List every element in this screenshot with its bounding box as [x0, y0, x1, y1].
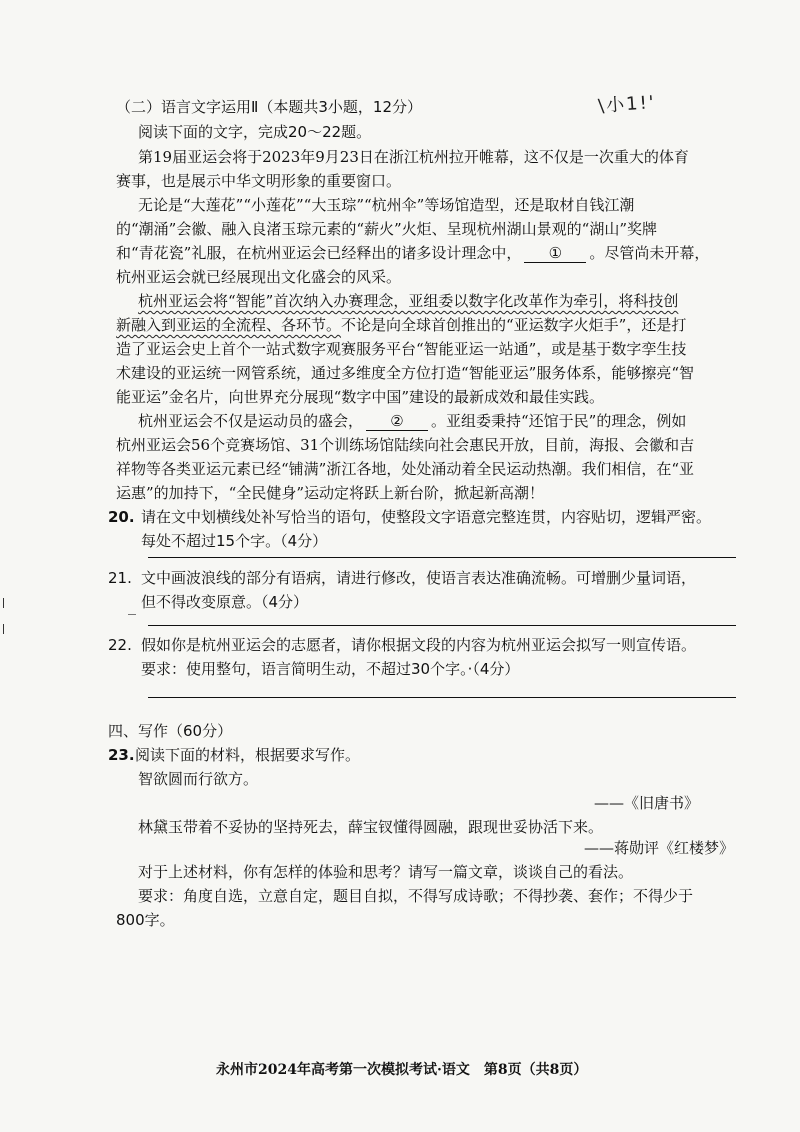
passage-p4-line4: 运惠”的加持下，“全民健身”运动定将跃上新台阶，掀起新高潮！ — [116, 484, 545, 502]
passage-p2-line2: 的“潮涌”会徽、融入良渚玉琮元素的“薪火”火炬、呈现杭州湖山景观的“湖山”奖牌 — [116, 220, 658, 238]
margin-tick-2 — [3, 624, 4, 634]
passage-p3-line2-end: 不论是向全球首创推出的“亚运数字火炬手”，还是打 — [341, 316, 687, 334]
q23-quote-1: 智欲圆而行欲方。 — [138, 770, 259, 788]
passage-p2-line3-end: 。尽管尚未开幕， — [589, 244, 710, 262]
passage-p3-line2 — [116, 314, 686, 336]
passage-p3-line4: 术建设的亚运统一网管系统，通过多维度全方位打造“智能亚运”服务体系，能够擦亮“智 — [116, 364, 695, 382]
section-4-heading: 四、写作（60分） — [108, 722, 233, 740]
wavy-underlined-text-2: 新融入到亚运的全流程、各环节。 — [116, 316, 342, 334]
passage-p4-line1-start: 杭州亚运会不仅是运动员的盛会， — [138, 412, 364, 430]
q22-text-line1: 假如你是杭州亚运会的志愿者，请你根据文段的内容为杭州亚运会拟写一则宣传语。 — [141, 636, 697, 654]
q23-source-2: ——蒋勋评《红楼梦》 — [584, 839, 735, 857]
q21-answer-line[interactable] — [148, 625, 736, 626]
q20-answer-line[interactable] — [148, 557, 736, 558]
margin-tick-1 — [3, 598, 4, 608]
margin-dash — [128, 614, 136, 615]
section-2-instruction: 阅读下面的文字，完成20～22题。 — [138, 123, 372, 141]
handwritten-mark: \小1!' — [597, 92, 657, 117]
q23-requirement-line2: 800字。 — [116, 911, 175, 929]
passage-p4-line1 — [138, 410, 686, 432]
q20-text-line1: 请在文中划横线处补写恰当的语句，使整段文字语意完整连贯，内容贴切，逻辑严密。 — [141, 508, 712, 526]
section-2-heading: （二）语言文字运用Ⅱ（本题共3小题，12分） — [116, 98, 423, 116]
q21-text-line1: 文中画波浪线的部分有语病，请进行修改，使语言表达准确流畅。可增删少量词语， — [141, 569, 697, 587]
wavy-underlined-text-1: 杭州亚运会将“智能”首次纳入办赛理念，亚组委以数字化改革作为牵引，将科技创 — [138, 292, 679, 310]
page-footer: 永州市2024年高考第一次模拟考试·语文 第8页（共8页） — [216, 1062, 588, 1078]
q23-source-1: ——《旧唐书》 — [594, 794, 700, 812]
q23-prompt: 对于上述材料，你有怎样的体验和思考？请写一篇文章，谈谈自己的看法。 — [138, 863, 634, 881]
fill-blank-2: ② — [366, 412, 428, 431]
passage-p3-line1 — [138, 290, 678, 312]
passage-p4-line2: 杭州亚运会56个竞赛场馆、31个训练场馆陆续向社会惠民开放，目前，海报、会徽和吉 — [116, 436, 695, 454]
passage-p4-line1-end: 。亚组委秉持“还馆于民”的理念，例如 — [431, 412, 687, 430]
q20-number: 20. — [108, 508, 135, 526]
passage-p4-line3: 祥物等各类亚运元素已经“铺满”浙江各地，处处涌动着全民运动热潮。我们相信，在“亚 — [116, 460, 695, 478]
q20-text-line2: 每处不超过15个字。（4分） — [141, 532, 328, 550]
q22-answer-line[interactable] — [148, 697, 736, 698]
q22-text-line2: 要求：使用整句，语言简明生动，不超过30个字。·（4分） — [141, 660, 520, 678]
q21-number: 21. — [108, 569, 132, 587]
passage-p2-line1: 无论是“大莲花”“小莲花”“大玉琮”“杭州伞”等场馆造型，还是取材自钱江潮 — [138, 196, 635, 214]
passage-p3-line5: 能亚运”金名片，向世界充分展现“数字中国”建设的最新成效和最佳实践。 — [116, 388, 605, 406]
q23-instruction: 阅读下面的材料，根据要求写作。 — [135, 746, 361, 764]
passage-p2-line4: 杭州亚运会就已经展现出文化盛会的风采。 — [116, 268, 402, 286]
passage-p3-line3: 造了亚运会史上首个一站式数字观赛服务平台“智能亚运一站通”，或是基于数字孪生技 — [116, 340, 687, 358]
q21-text-line2: 但不得改变原意。（4分） — [141, 593, 309, 611]
passage-p2-line3 — [116, 242, 709, 264]
passage-p1-line1: 第19届亚运会将于2023年9月23日在浙江杭州拉开帷幕，这不仅是一次重大的体育 — [138, 148, 689, 166]
passage-p2-line3-start: 和“青花瓷”礼服，在杭州亚运会已经释出的诸多设计理念中， — [116, 244, 522, 262]
fill-blank-1: ① — [524, 244, 586, 263]
passage-p1-line2: 赛事，也是展示中华文明形象的重要窗口。 — [116, 172, 402, 190]
q23-requirement-line1: 要求：角度自选，立意自定，题目自拟，不得写成诗歌；不得抄袭、套作；不得少于 — [138, 887, 694, 905]
q22-number: 22. — [108, 636, 132, 654]
q23-quote-2: 林黛玉带着不妥协的坚持死去，薛宝钗懂得圆融，跟现世妥协活下来。 — [138, 818, 604, 836]
q23-number: 23. — [108, 746, 135, 764]
